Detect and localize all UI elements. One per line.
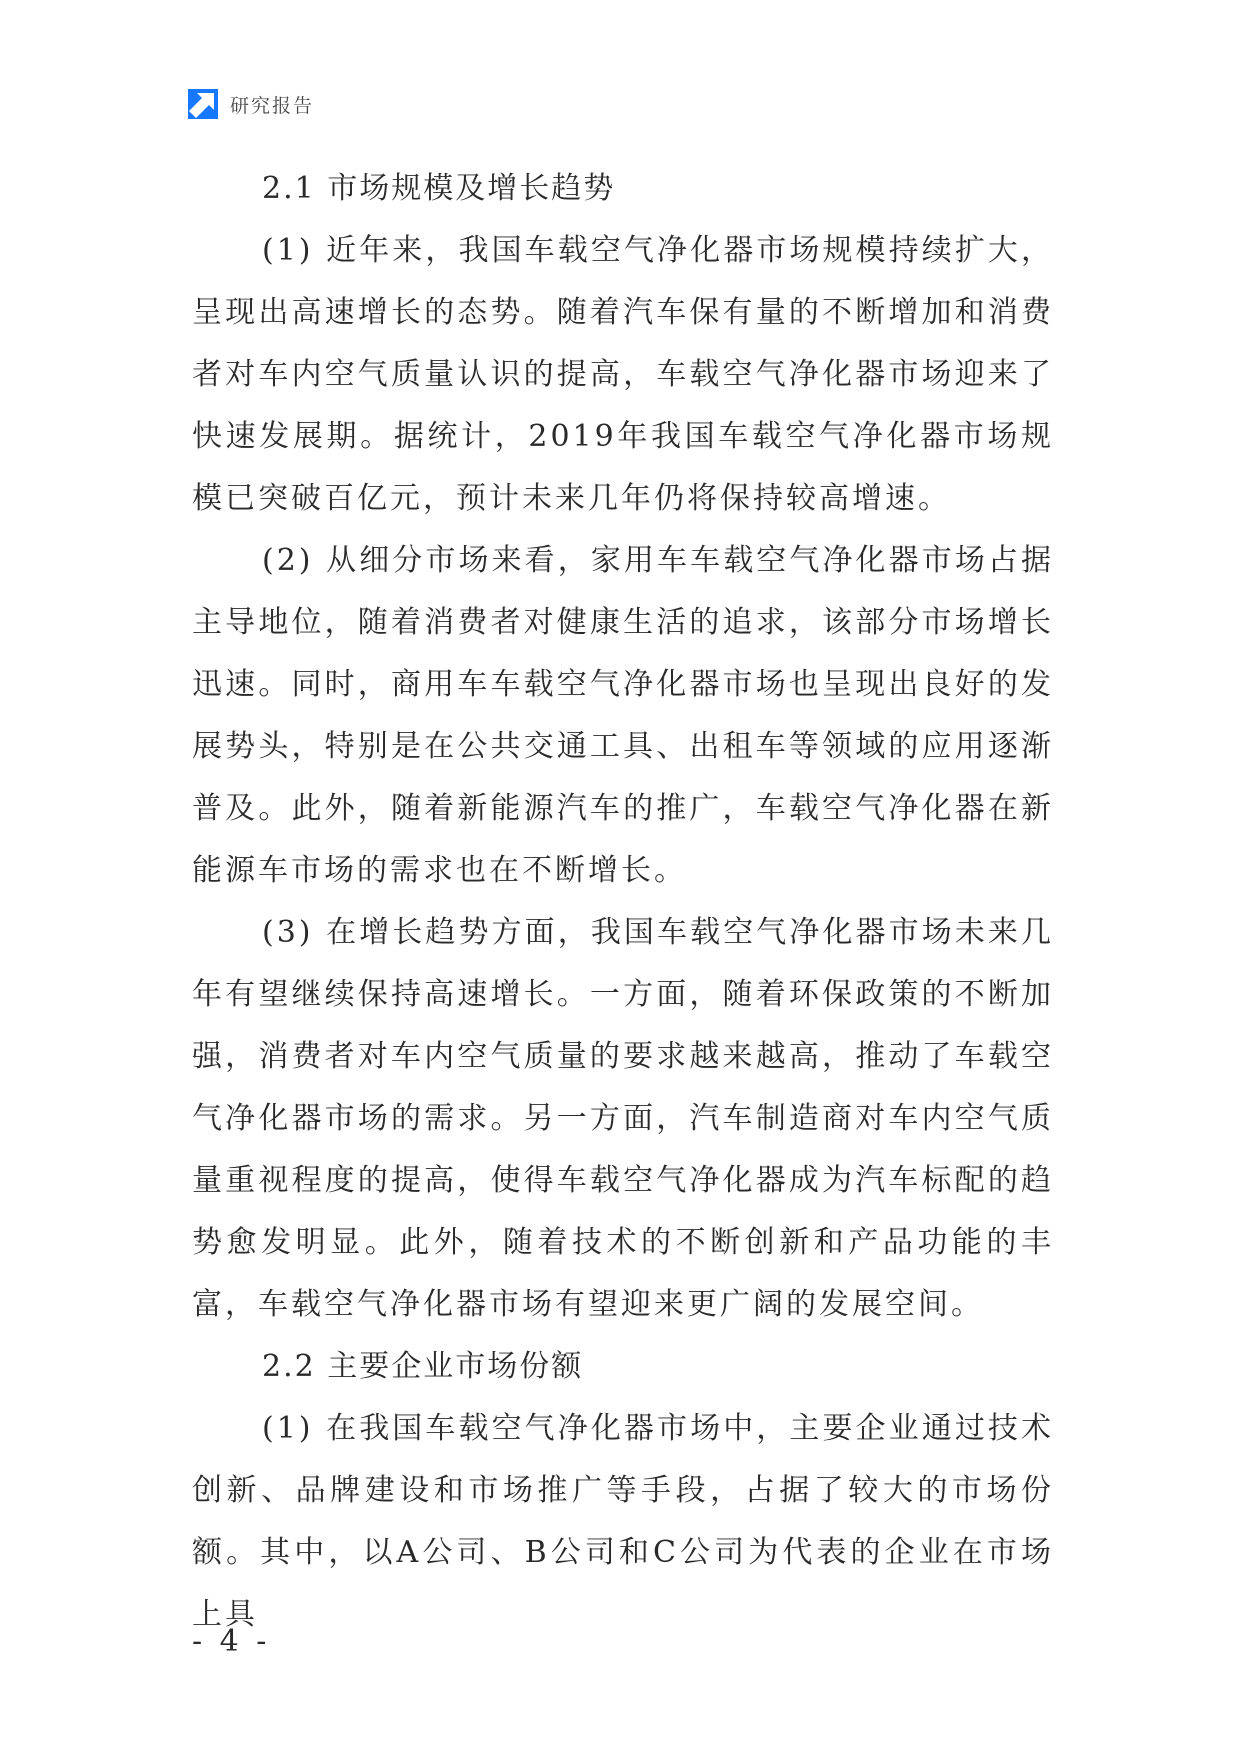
report-header [188, 88, 314, 120]
paragraph: (3) 在增长趋势方面，我国车载空气净化器市场未来几年有望继续保持高速增长。一方面，随着环保政策的不断加强，消费者对车内空气质量的要求越来越高，推动了车载空气净化器市场的需求。另一方面，汽车制造商对车内空气质量重视程度的提高，使得车载空气净化器成为汽车标配的趋势愈发明显。此外，随着技术的不断创新和产品功能的丰富，车载空气净化器市场有望迎来更广阔的发展空间。 [192, 915, 1054, 1322]
paragraph: (1) 在我国车载空气净化器市场中，主要企业通过技术创新、品牌建设和市场推广等手段，占据了较大的市场份额。其中，以A公司、B公司和C公司为代表的企业在市场上具 [192, 1411, 1054, 1632]
section-heading: 2.2 主要企业市场份额 [262, 1349, 584, 1384]
header-label: 研究报告 [230, 94, 315, 117]
paragraph: (1) 近年来，我国车载空气净化器市场规模持续扩大，呈现出高速增长的态势。随着汽车保有量的不断增加和消费者对车内空气质量认识的提高，车载空气净化器市场迎来了快速发展期。据统计，2019年我国车载空气净化器市场规模已突破百亿元，预计未来几年仍将保持较高增速。 [192, 233, 1054, 516]
section-heading: 2.1 市场规模及增长趋势 [262, 171, 616, 206]
document-body [192, 158, 1054, 1646]
paragraph: (2) 从细分市场来看，家用车车载空气净化器市场占据主导地位，随着消费者对健康生活的追求，该部分市场增长迅速。同时，商用车车载空气净化器市场也呈现出良好的发展势头，特别是在公共交通工具、出租车等领域的应用逐渐普及。此外，随着新能源汽车的推广，车载空气净化器在新能源车市场的需求也在不断增长。 [192, 543, 1054, 888]
arrow-up-right-icon [188, 89, 218, 119]
page-number: - 4 - [192, 1624, 271, 1659]
